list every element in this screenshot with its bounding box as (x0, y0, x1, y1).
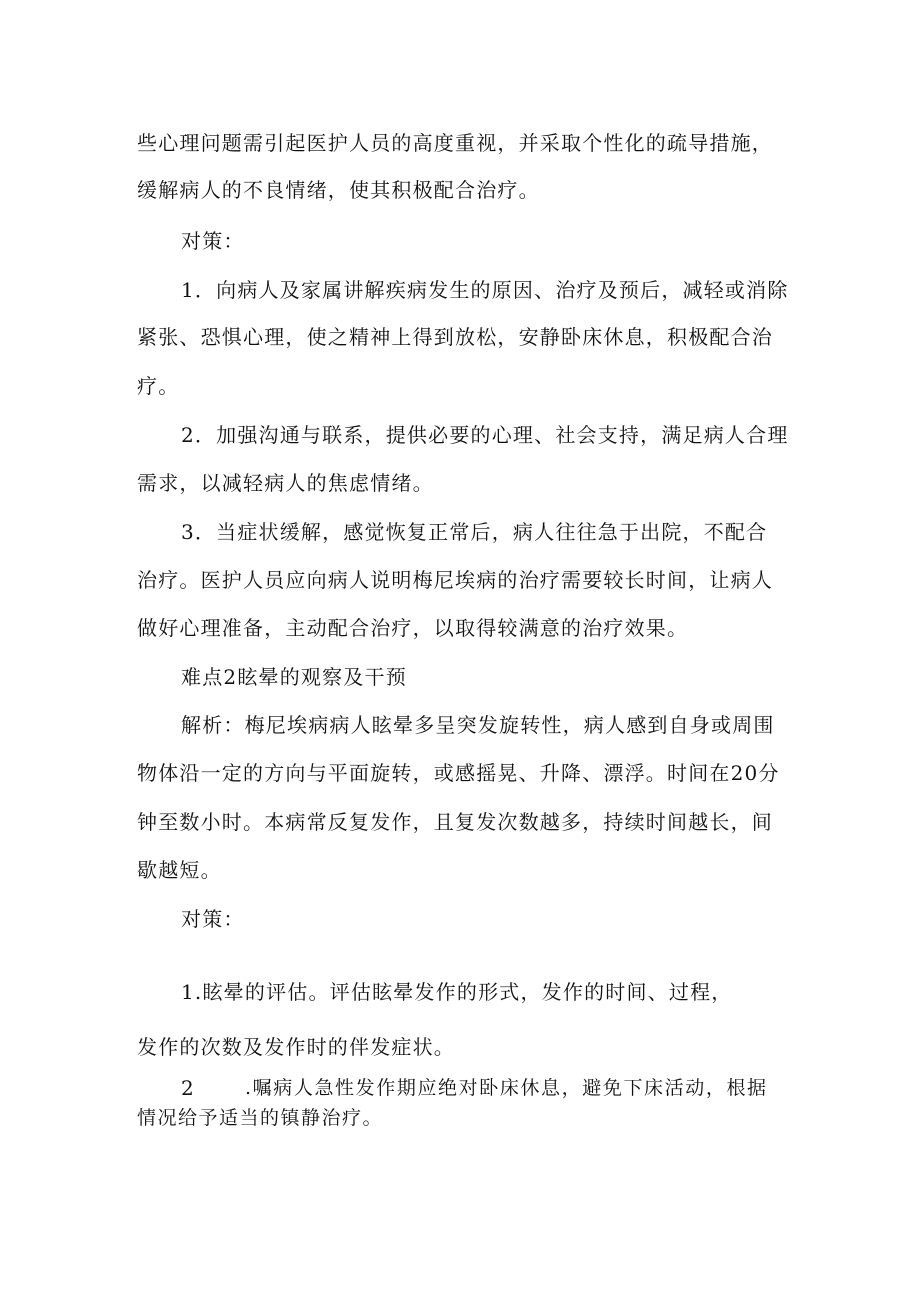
countermeasures-label: 对策： (181, 229, 245, 253)
item-1-line-1: 1．向病人及家属讲解疾病发生的原因、治疗及预后，减轻或消除 (181, 278, 789, 302)
item-3-line-3: 做好心理准备，主动配合治疗，以取得较满意的治疗效果。 (137, 616, 689, 640)
item-2-line-1: 2．加强沟通与联系，提供必要的心理、社会支持，满足病人合理 (181, 423, 789, 447)
vertigo-item-2-line-2: 情况给予适当的镇静治疗。 (137, 1107, 384, 1129)
item-1-line-3: 疗。 (137, 374, 180, 398)
item-1-line-2: 紧张、恐惧心理，使之精神上得到放松，安静卧床休息，积极配合治 (137, 325, 773, 349)
analysis-line-2: 物体沿一定的方向与平面旋转，或感摇晃、升降、漂浮。时间在20分 (137, 761, 780, 785)
vertigo-item-2-number: 2 (181, 1076, 194, 1100)
intro-line-2: 缓解病人的不良情绪，使其积极配合治疗。 (137, 178, 540, 202)
item-3-line-2: 治疗。医护人员应向病人说明梅尼埃病的治疗需要较长时间，让病人 (137, 568, 773, 592)
item-2-line-2: 需求，以减轻病人的焦虑情绪。 (137, 471, 434, 495)
vertigo-item-1-line-1: 1.眩晕的评估。评估眩晕发作的形式，发作的时间、过程， (181, 980, 733, 1004)
vertigo-item-2-line-1: .嘱病人急性发作期应绝对卧床休息，避免下床活动，根据 (245, 1077, 768, 1099)
vertigo-item-1-line-2: 发作的次数及发作时的伴发症状。 (137, 1035, 455, 1059)
analysis-line-3: 钟至数小时。本病常反复发作，且复发次数越多，持续时间越长，间 (137, 810, 773, 834)
item-3-line-1: 3．当症状缓解，感觉恢复正常后，病人往往急于出院，不配合 (181, 520, 768, 544)
analysis-line-4: 歇越短。 (137, 858, 222, 882)
analysis-line-1: 解析：梅尼埃病病人眩晕多呈突发旋转性，病人感到自身或周围 (181, 713, 775, 737)
section-heading: 难点2眩晕的观察及干预 (181, 665, 407, 689)
intro-line-1: 些心理问题需引起医护人员的高度重视，并采取个性化的疏导措施， (137, 131, 773, 155)
countermeasures-label-2: 对策： (181, 907, 245, 931)
